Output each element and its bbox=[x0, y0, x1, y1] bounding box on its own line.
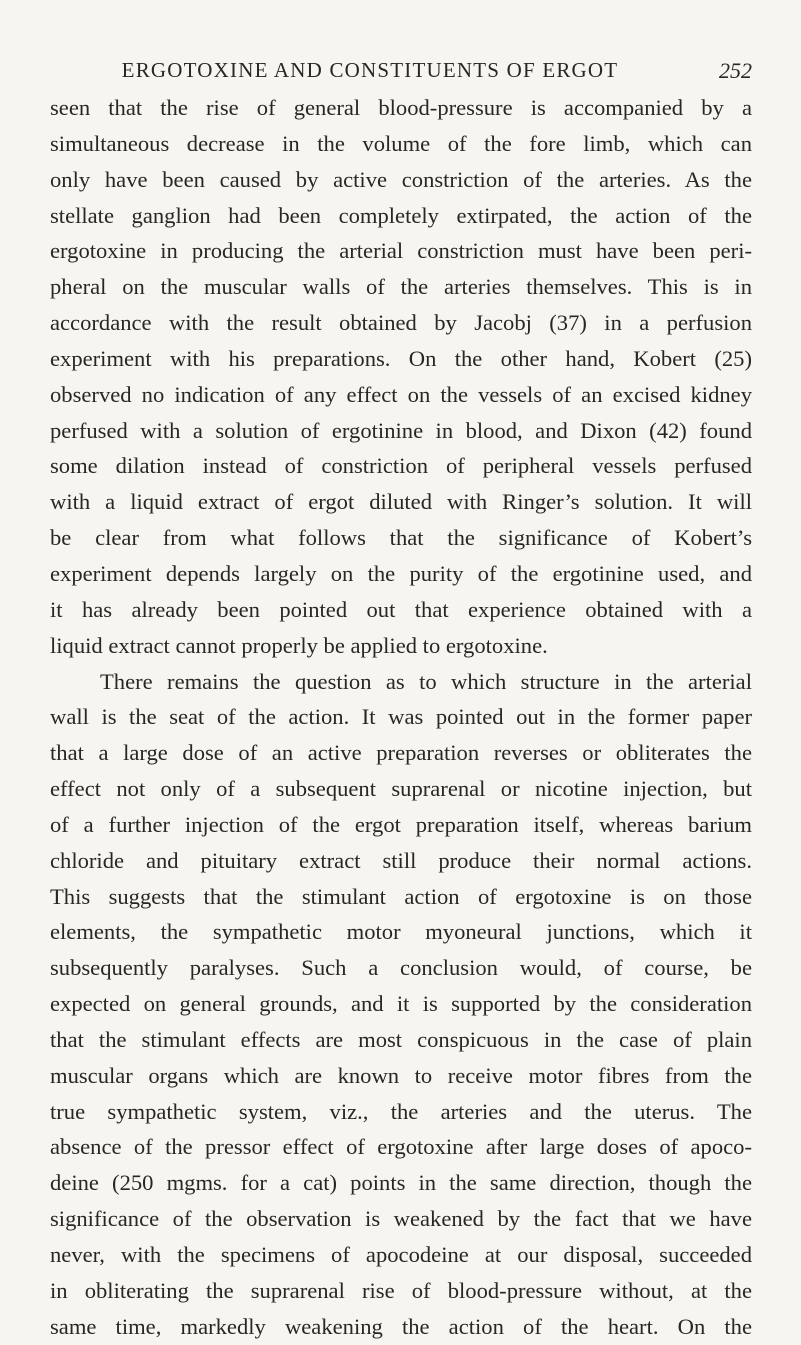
text-line: in obliterating the suprarenal rise of blood-pressure without, at the bbox=[50, 1277, 752, 1303]
text-line: There remains the question as to which structure in the arterial bbox=[100, 668, 752, 694]
text-line: only have been caused by active constriction of the arteries. As the bbox=[50, 166, 752, 192]
text-line: significance of the observation is weakened by the fact that we have bbox=[50, 1206, 752, 1232]
text-line: observed no indication of any effect on the vessels of an excised kidney bbox=[50, 381, 752, 407]
text-line: liquid extract cannot properly be applied to ergotoxine. bbox=[50, 632, 548, 658]
text-line: it has already been pointed out that experience obtained with a bbox=[50, 596, 752, 622]
text-line: simultaneous decrease in the volume of the fore limb, which can bbox=[50, 130, 752, 156]
page-number: 252 bbox=[719, 58, 752, 83]
text-line: same time, markedly weakening the action of the heart. On the bbox=[50, 1313, 752, 1339]
text-line: accordance with the result obtained by Jacobj (37) in a perfusion bbox=[50, 310, 752, 336]
text-line: deine (250 mgms. for a cat) points in the same direction, though the bbox=[50, 1170, 752, 1196]
text-line: effect not only of a subsequent suprarenal or nicotine injection, but bbox=[50, 776, 752, 802]
text-line: that the stimulant effects are most conspicuous in the case of plain bbox=[50, 1026, 752, 1052]
text-line: of a further injection of the ergot preparation itself, whereas barium bbox=[50, 811, 752, 837]
text-line: elements, the sympathetic motor myoneural junctions, which it bbox=[50, 919, 752, 945]
text-line: wall is the seat of the action. It was pointed out in the former paper bbox=[50, 704, 752, 730]
text-line: subsequently paralyses. Such a conclusion would, of course, be bbox=[50, 955, 752, 981]
text-line: that a large dose of an active preparation reverses or obliterates the bbox=[50, 740, 752, 766]
text-line: seen that the rise of general blood-pressure is accompanied by a bbox=[50, 95, 752, 120]
text-line: experiment with his preparations. On the other hand, Kobert (25) bbox=[50, 345, 752, 371]
text-line: absence of the pressor effect of ergotoxine after large doses of apoco- bbox=[50, 1134, 752, 1160]
text-line: chloride and pituitary extract still produce their normal actions. bbox=[50, 847, 752, 873]
paragraph-1 bbox=[50, 90, 752, 664]
text-line: stellate ganglion had been completely extirpated, the action of the bbox=[50, 202, 752, 228]
text-line: be clear from what follows that the significance of Kobert’s bbox=[50, 525, 752, 551]
text-line: true sympathetic system, viz., the arteries and the uterus. The bbox=[50, 1098, 752, 1124]
body-text bbox=[50, 90, 752, 1345]
text-line: expected on general grounds, and it is supported by the consideration bbox=[50, 991, 752, 1017]
text-line: pheral on the muscular walls of the arteries themselves. This is in bbox=[50, 274, 752, 300]
page-header bbox=[0, 48, 801, 88]
text-line: perfused with a solution of ergotinine in blood, and Dixon (42) found bbox=[50, 417, 752, 443]
text-line: never, with the specimens of apocodeine at our disposal, succeeded bbox=[50, 1242, 752, 1267]
text-line: This suggests that the stimulant action of ergotoxine is on those bbox=[50, 883, 752, 909]
text-line: muscular organs which are known to receive motor fibres from the bbox=[50, 1062, 752, 1088]
paragraph-2 bbox=[50, 664, 752, 1345]
text-line: ergotoxine in producing the arterial constriction must have been peri- bbox=[50, 238, 752, 264]
text-line: experiment depends largely on the purity of the ergotinine used, and bbox=[50, 560, 752, 586]
running-title: ERGOTOXINE AND CONSTITUENTS OF ERGOT bbox=[121, 58, 619, 82]
text-line: some dilation instead of constriction of peripheral vessels perfused bbox=[50, 453, 752, 479]
text-line: with a liquid extract of ergot diluted with Ringer’s solution. It will bbox=[50, 489, 752, 515]
